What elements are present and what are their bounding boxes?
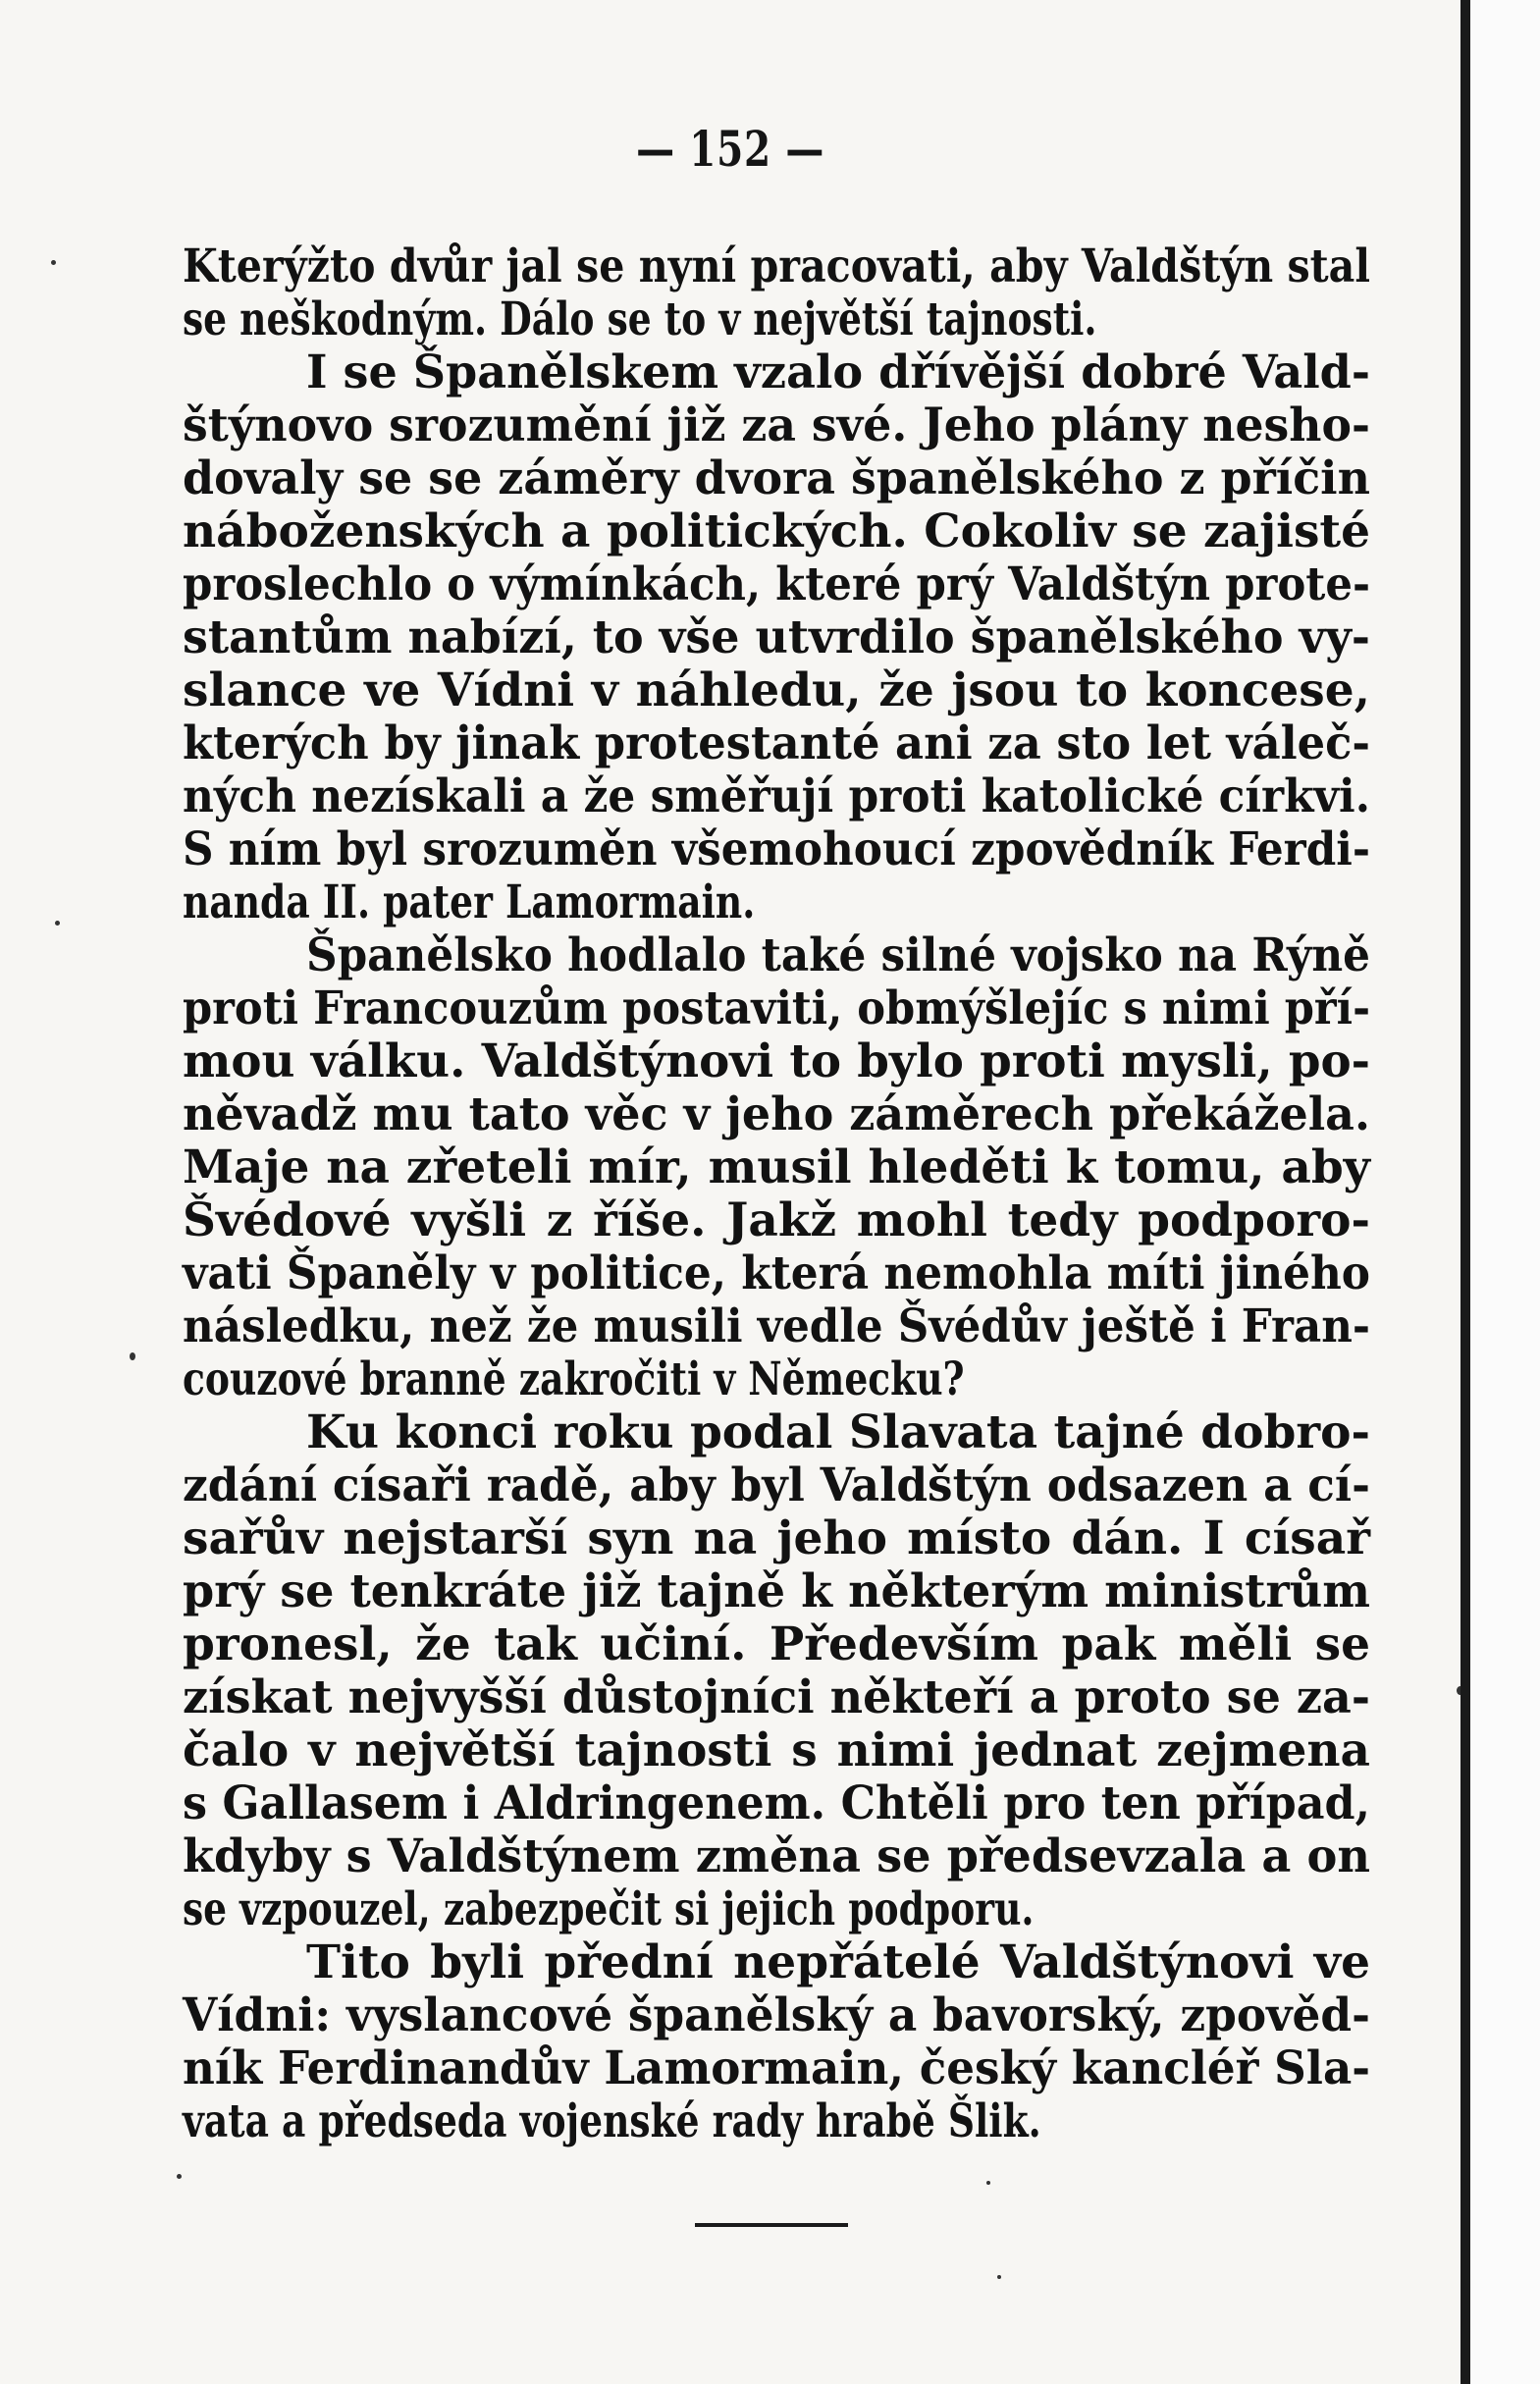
text-line: vata a předseda vojenské rady hrabě Šlik. (183, 2094, 1041, 2148)
text-line: ných nezískali a že směřují proti katolické církvi. (183, 769, 1370, 823)
text-line: proti Francouzům postaviti, obmýšlejíc s nimi pří- (183, 981, 1370, 1035)
text-line: S ním byl srozuměn všemohoucí zpovědník Ferdi- (183, 822, 1370, 876)
text-line: zdání císaři radě, aby byl Valdštýn odsazen a cí- (183, 1458, 1370, 1512)
print-speck (51, 260, 56, 265)
text-line: I se Španělskem vzalo dřívější dobré Vald- (305, 345, 1370, 399)
text-line: Kterýžto dvůr jal se nyní pracovati, aby Valdštýn stal (183, 239, 1370, 293)
print-speck (177, 2174, 182, 2179)
print-speck (997, 2275, 1001, 2279)
text-line: se neškodným. Dálo se to v největší tajnosti. (183, 292, 1097, 346)
text-line: s Gallasem i Aldringenem. Chtěli pro ten případ, (183, 1776, 1370, 1830)
text-line: pronesl, že tak učiní. Především pak měli se (183, 1617, 1370, 1671)
text-line: kdyby s Valdštýnem změna se předsevzala a on (183, 1829, 1370, 1883)
page-number-header (0, 120, 1460, 178)
page-number: — 152 — (635, 120, 825, 178)
text-line: mou válku. Valdštýnovi to bylo proti mysli, po- (183, 1034, 1370, 1088)
text-line: následku, než že musili vedle Švédův ještě i Fran- (183, 1299, 1370, 1353)
text-line: stantům nabízí, to vše utvrdilo španělského vy- (183, 610, 1370, 664)
page-edge-shadow (1460, 0, 1470, 2384)
text-line: Ku konci roku podal Slavata tajné dobro- (306, 1405, 1370, 1459)
text-line: získat nejvyšší důstojníci někteří a proto se za- (183, 1670, 1370, 1724)
text-line: Maje na zřeteli mír, musil hleděti k tomu, aby (183, 1140, 1370, 1194)
text-line: náboženských a politických. Cokoliv se zajisté (183, 504, 1370, 558)
text-line: nanda II. pater Lamormain. (183, 875, 756, 929)
text-line: proslechlo o výmínkách, které prý Valdštýn prote- (183, 557, 1370, 611)
text-line: kterých by jinak protestanté ani za sto let váleč- (183, 716, 1370, 770)
text-line: dovaly se se záměry dvora španělského z příčin (183, 451, 1370, 505)
scan-margin (1470, 0, 1540, 2384)
text-line: Tito byli přední nepřátelé Valdštýnovi ve (306, 1935, 1370, 1989)
text-line: vati Španěly v politice, která nemohla míti jiného (183, 1246, 1370, 1300)
text-line: slance ve Vídni v náhledu, že jsou to koncese, (183, 663, 1370, 717)
text-line: čalo v největší tajnosti s nimi jednat zejmena (183, 1723, 1370, 1777)
text-line: Vídni: vyslancové španělský a bavorský, zpověd- (183, 1988, 1370, 2042)
body-text (183, 240, 1370, 2148)
section-end-rule (695, 2223, 848, 2227)
print-speck (986, 2181, 990, 2185)
print-speck (130, 1352, 135, 1360)
text-line: něvadž mu tato věc v jeho záměrech překážela. (183, 1087, 1370, 1141)
text-line: prý se tenkráte již tajně k některým ministrům (183, 1564, 1370, 1618)
text-line: ník Ferdinandův Lamormain, český kancléř Sla- (183, 2041, 1370, 2095)
text-line: se vzpouzel, zabezpečit si jejich podporu. (183, 1882, 1035, 1936)
text-line: sařův nejstarší syn na jeho místo dán. I císař (183, 1511, 1370, 1565)
text-line: štýnovo srozumění již za své. Jeho plány nesho- (183, 398, 1370, 452)
text-line: Švédové vyšli z říše. Jakž mohl tedy podporo- (183, 1193, 1370, 1247)
text-line: couzové branně zakročiti v Německu? (183, 1352, 965, 1406)
print-speck (55, 921, 60, 926)
text-line: Španělsko hodlalo také silné vojsko na Rýně (305, 928, 1370, 982)
